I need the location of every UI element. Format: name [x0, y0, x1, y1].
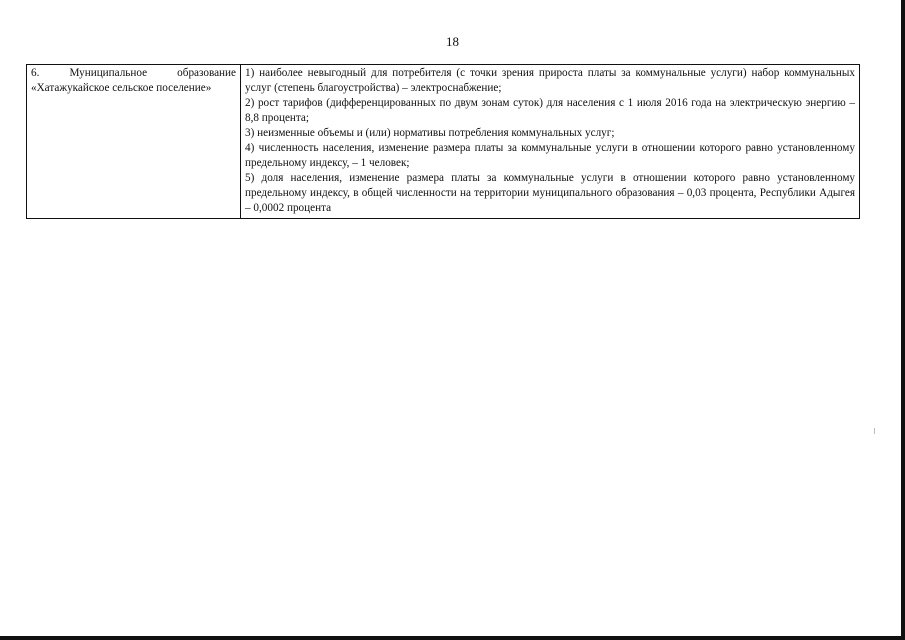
- conditions-cell: [241, 65, 860, 219]
- condition-item-4: 4) численность населения, изменение размера платы за коммунальные услуги в отношении которого равно установленному предельному индексу, – 1 человек;: [245, 142, 855, 169]
- scan-border-bottom: [0, 636, 905, 640]
- table-row: [27, 65, 860, 219]
- condition-item-5: 5) доля населения, изменение размера платы за коммунальные услуги в отношении которого равно установленному предельному индексу, в общей численности на территории муниципального образования – 0,03 процента, Республики Адыгея – 0,0002 процента: [245, 172, 855, 214]
- condition-item-1: 1) наиболее невыгодный для потребителя (с точки зрения прироста платы за коммунальные услуги) набор коммунальных услуг (степень благоустройства) – электроснабжение;: [245, 67, 855, 94]
- municipality-name: «Хатажукайское сельское поселение»: [31, 82, 212, 94]
- page-number: 18: [446, 34, 459, 49]
- row-number-label: 6. Муниципальное образование: [31, 67, 236, 79]
- scan-artifact: [874, 428, 875, 434]
- condition-item-3: 3) неизменные объемы и (или) нормативы потребления коммунальных услуг;: [245, 127, 615, 139]
- scan-border-right: [901, 0, 905, 640]
- municipality-cell: [27, 65, 241, 219]
- tariff-table: [26, 64, 860, 219]
- condition-item-2: 2) рост тарифов (дифференцированных по двум зонам суток) для населения с 1 июля 2016 года на электрическую энергию – 8,8 процента;: [245, 97, 855, 124]
